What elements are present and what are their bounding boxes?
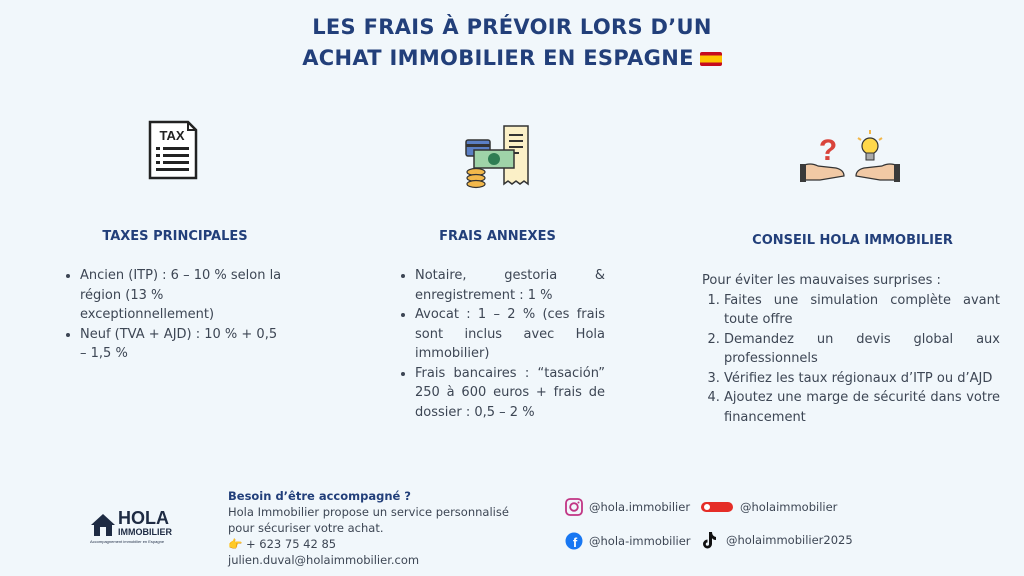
tiktok-link[interactable]: @holaimmobilier2025 (700, 530, 853, 550)
title-line-2: ACHAT IMMOBILIER EN ESPAGNE (0, 43, 1024, 74)
advice-intro: Pour éviter les mauvaises surprises : (702, 273, 941, 288)
youtube-link[interactable]: @holaimmobilier (700, 498, 837, 516)
advice-title: CONSEIL HOLA IMMOBILIER (752, 233, 953, 248)
contact-description: Hola Immobilier propose un service personnalisé pour sécuriser votre achat. (228, 505, 509, 535)
tiktok-icon (700, 530, 720, 550)
facebook-icon (565, 532, 583, 550)
tax-icon-label: TAX (159, 128, 185, 143)
list-item: 3. Vérifiez les taux régionaux d’ITP ou d’AJD (724, 369, 1000, 389)
list-item: • Neuf (TVA + AJD) : 10 % + 0,5 – 1,5 % (80, 325, 282, 364)
logo-tagline: Accompagnement immobilier en Espagne (90, 539, 165, 544)
list-item: 1. Faites une simulation complète avant toute offre (724, 291, 1000, 330)
fees-title: FRAIS ANNEXES (439, 229, 556, 244)
list-item: • Notaire, gestoria & enregistrement : 1 % (415, 266, 605, 305)
instagram-icon (565, 498, 583, 516)
svg-text:?: ? (818, 134, 838, 167)
advice-block (702, 271, 1000, 427)
contact-heading: Besoin d’être accompagné ? (228, 489, 411, 503)
page-title (0, 12, 1024, 74)
taxes-list (62, 266, 282, 364)
question-lightbulb-hands-icon (800, 126, 900, 182)
house-icon (90, 512, 116, 538)
spain-flag-icon (700, 52, 722, 66)
money-receipt-icon (464, 124, 532, 190)
list-item: • Ancien (ITP) : 6 – 10 % selon la région (13 % exceptionnellement) (80, 266, 282, 325)
facebook-link[interactable]: f @hola-immobilier (565, 532, 691, 550)
taxes-title: TAXES PRINCIPALES (102, 229, 248, 244)
logo-main: HOLA (118, 508, 169, 528)
youtube-icon (700, 498, 734, 516)
contact-block (228, 488, 528, 568)
instagram-link[interactable]: @hola.immobilier (565, 498, 690, 516)
svg-text:f: f (572, 535, 578, 550)
list-item: 4. Ajoutez une marge de sécurité dans votre financement (724, 388, 1000, 427)
title-line-1: LES FRAIS À PRÉVOIR LORS D’UN (312, 15, 712, 39)
list-item: 2. Demandez un devis global aux professionnels (724, 330, 1000, 369)
contact-phone[interactable]: 👉 + 623 75 42 85 (228, 537, 337, 551)
list-item: • Avocat : 1 – 2 % (ces frais sont inclus avec Hola immobilier) (415, 305, 605, 364)
fees-list (397, 266, 605, 422)
logo-sub: IMMOBILIER (118, 527, 172, 537)
contact-email[interactable]: julien.duval@holaimmobilier.com (228, 553, 420, 567)
hola-logo (90, 508, 180, 548)
tax-document-icon (148, 120, 198, 180)
list-item: • Frais bancaires : “tasación” 250 à 600 euros + frais de dossier : 0,5 – 2 % (415, 364, 605, 423)
